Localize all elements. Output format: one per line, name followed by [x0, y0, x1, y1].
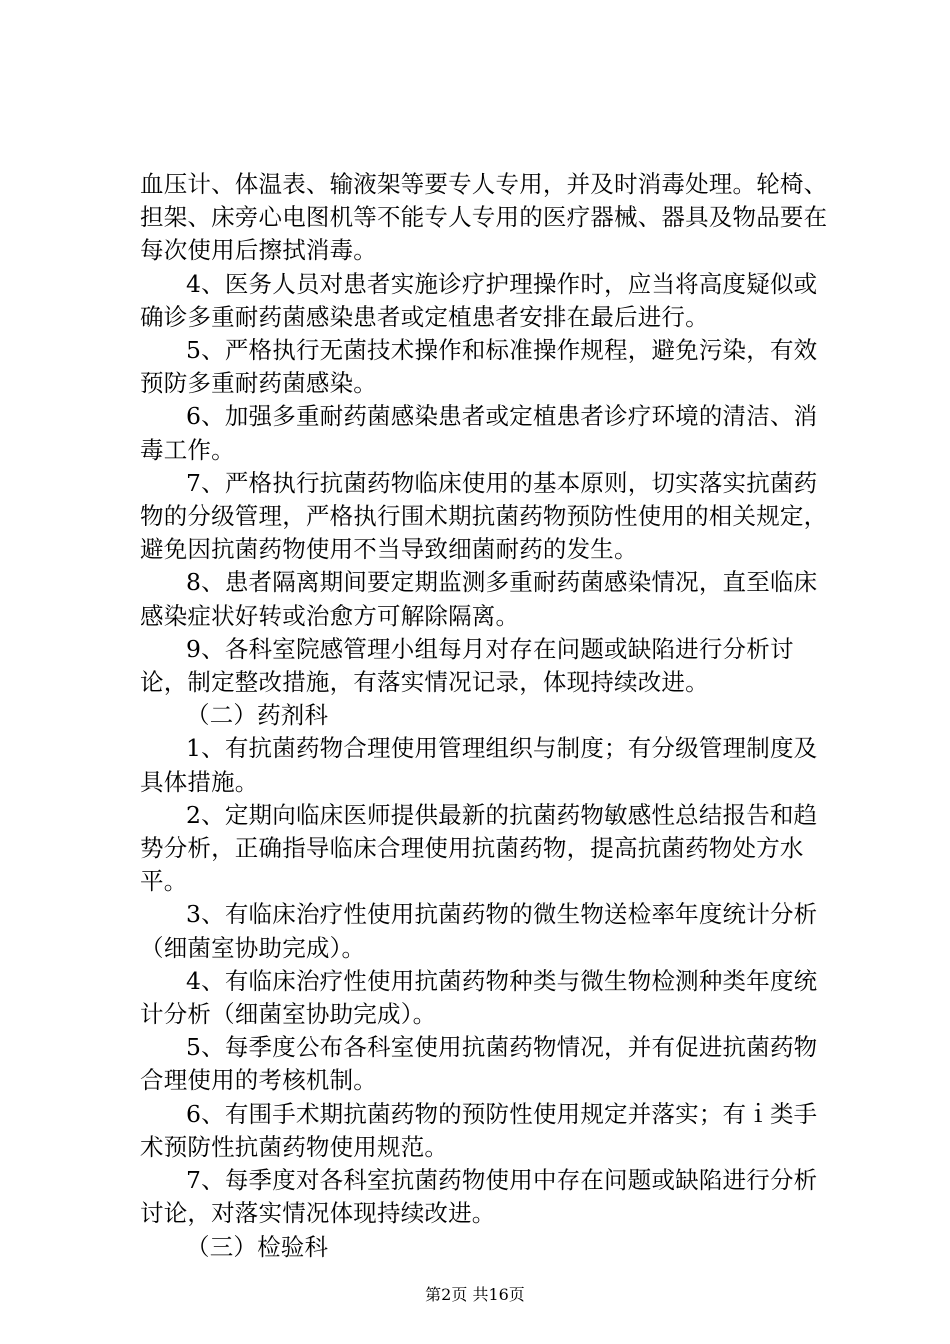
paragraph-continued: 血压计、体温表、输液架等要专人专用，并及时消毒处理。轮椅、担架、床旁心电图机等不能专人专用的医疗器械、器具及物品要在每次使用后擦拭消毒。	[140, 170, 828, 265]
paragraph-pharmacy-item-6: 6、有围手术期抗菌药物的预防性使用规定并落实；有ｉ类手术预防性抗菌药物使用规范。	[140, 1099, 818, 1161]
section-heading-laboratory: （三）检验科	[186, 1232, 329, 1261]
paragraph-item-5: 5、严格执行无菌技术操作和标准操作规程，避免污染，有效预防多重耐药菌感染。	[140, 336, 818, 398]
paragraph-pharmacy-item-4: 4、有临床治疗性使用抗菌药物种类与微生物检测种类年度统计分析（细菌室协助完成）。	[140, 966, 818, 1029]
paragraph-pharmacy-item-2: 2、定期向临床医师提供最新的抗菌药物敏感性总结报告和趋势分析，正确指导临床合理使用抗菌药物，提高抗菌药物处方水平。	[140, 800, 818, 896]
paragraph-item-8: 8、患者隔离期间要定期监测多重耐药菌感染情况，直至临床感染症状好转或治愈方可解除隔离。	[140, 568, 818, 630]
paragraph-item-9: 9、各科室院感管理小组每月对存在问题或缺陷进行分析讨论，制定整改措施，有落实情况记录，体现持续改进。	[140, 634, 794, 697]
paragraph-pharmacy-item-3: 3、有临床治疗性使用抗菌药物的微生物送检率年度统计分析（细菌室协助完成）。	[140, 900, 818, 962]
paragraph-pharmacy-item-5: 5、每季度公布各科室使用抗菌药物情况，并有促进抗菌药物合理使用的考核机制。	[140, 1033, 818, 1095]
paragraph-item-7: 7、严格执行抗菌药物临床使用的基本原则，切实落实抗菌药物的分级管理，严格执行围术期抗菌药物预防性使用的相关规定，避免因抗菌药物使用不当导致细菌耐药的发生。	[140, 468, 828, 564]
paragraph-item-6: 6、加强多重耐药菌感染患者或定植患者诊疗环境的清洁、消毒工作。	[140, 402, 818, 464]
paragraph-pharmacy-item-7: 7、每季度对各科室抗菌药物使用中存在问题或缺陷进行分析讨论，对落实情况体现持续改进。	[140, 1166, 818, 1228]
document-body	[140, 168, 830, 1264]
page-number-footer: 第2页 共16页	[425, 1285, 525, 1304]
section-heading-pharmacy: （二）药剂科	[186, 701, 329, 730]
paragraph-pharmacy-item-1: 1、有抗菌药物合理使用管理组织与制度；有分级管理制度及具体措施。	[140, 734, 818, 796]
paragraph-item-4: 4、医务人员对患者实施诊疗护理操作时，应当将高度疑似或确诊多重耐药菌感染患者或定植患者安排在最后进行。	[140, 269, 818, 331]
